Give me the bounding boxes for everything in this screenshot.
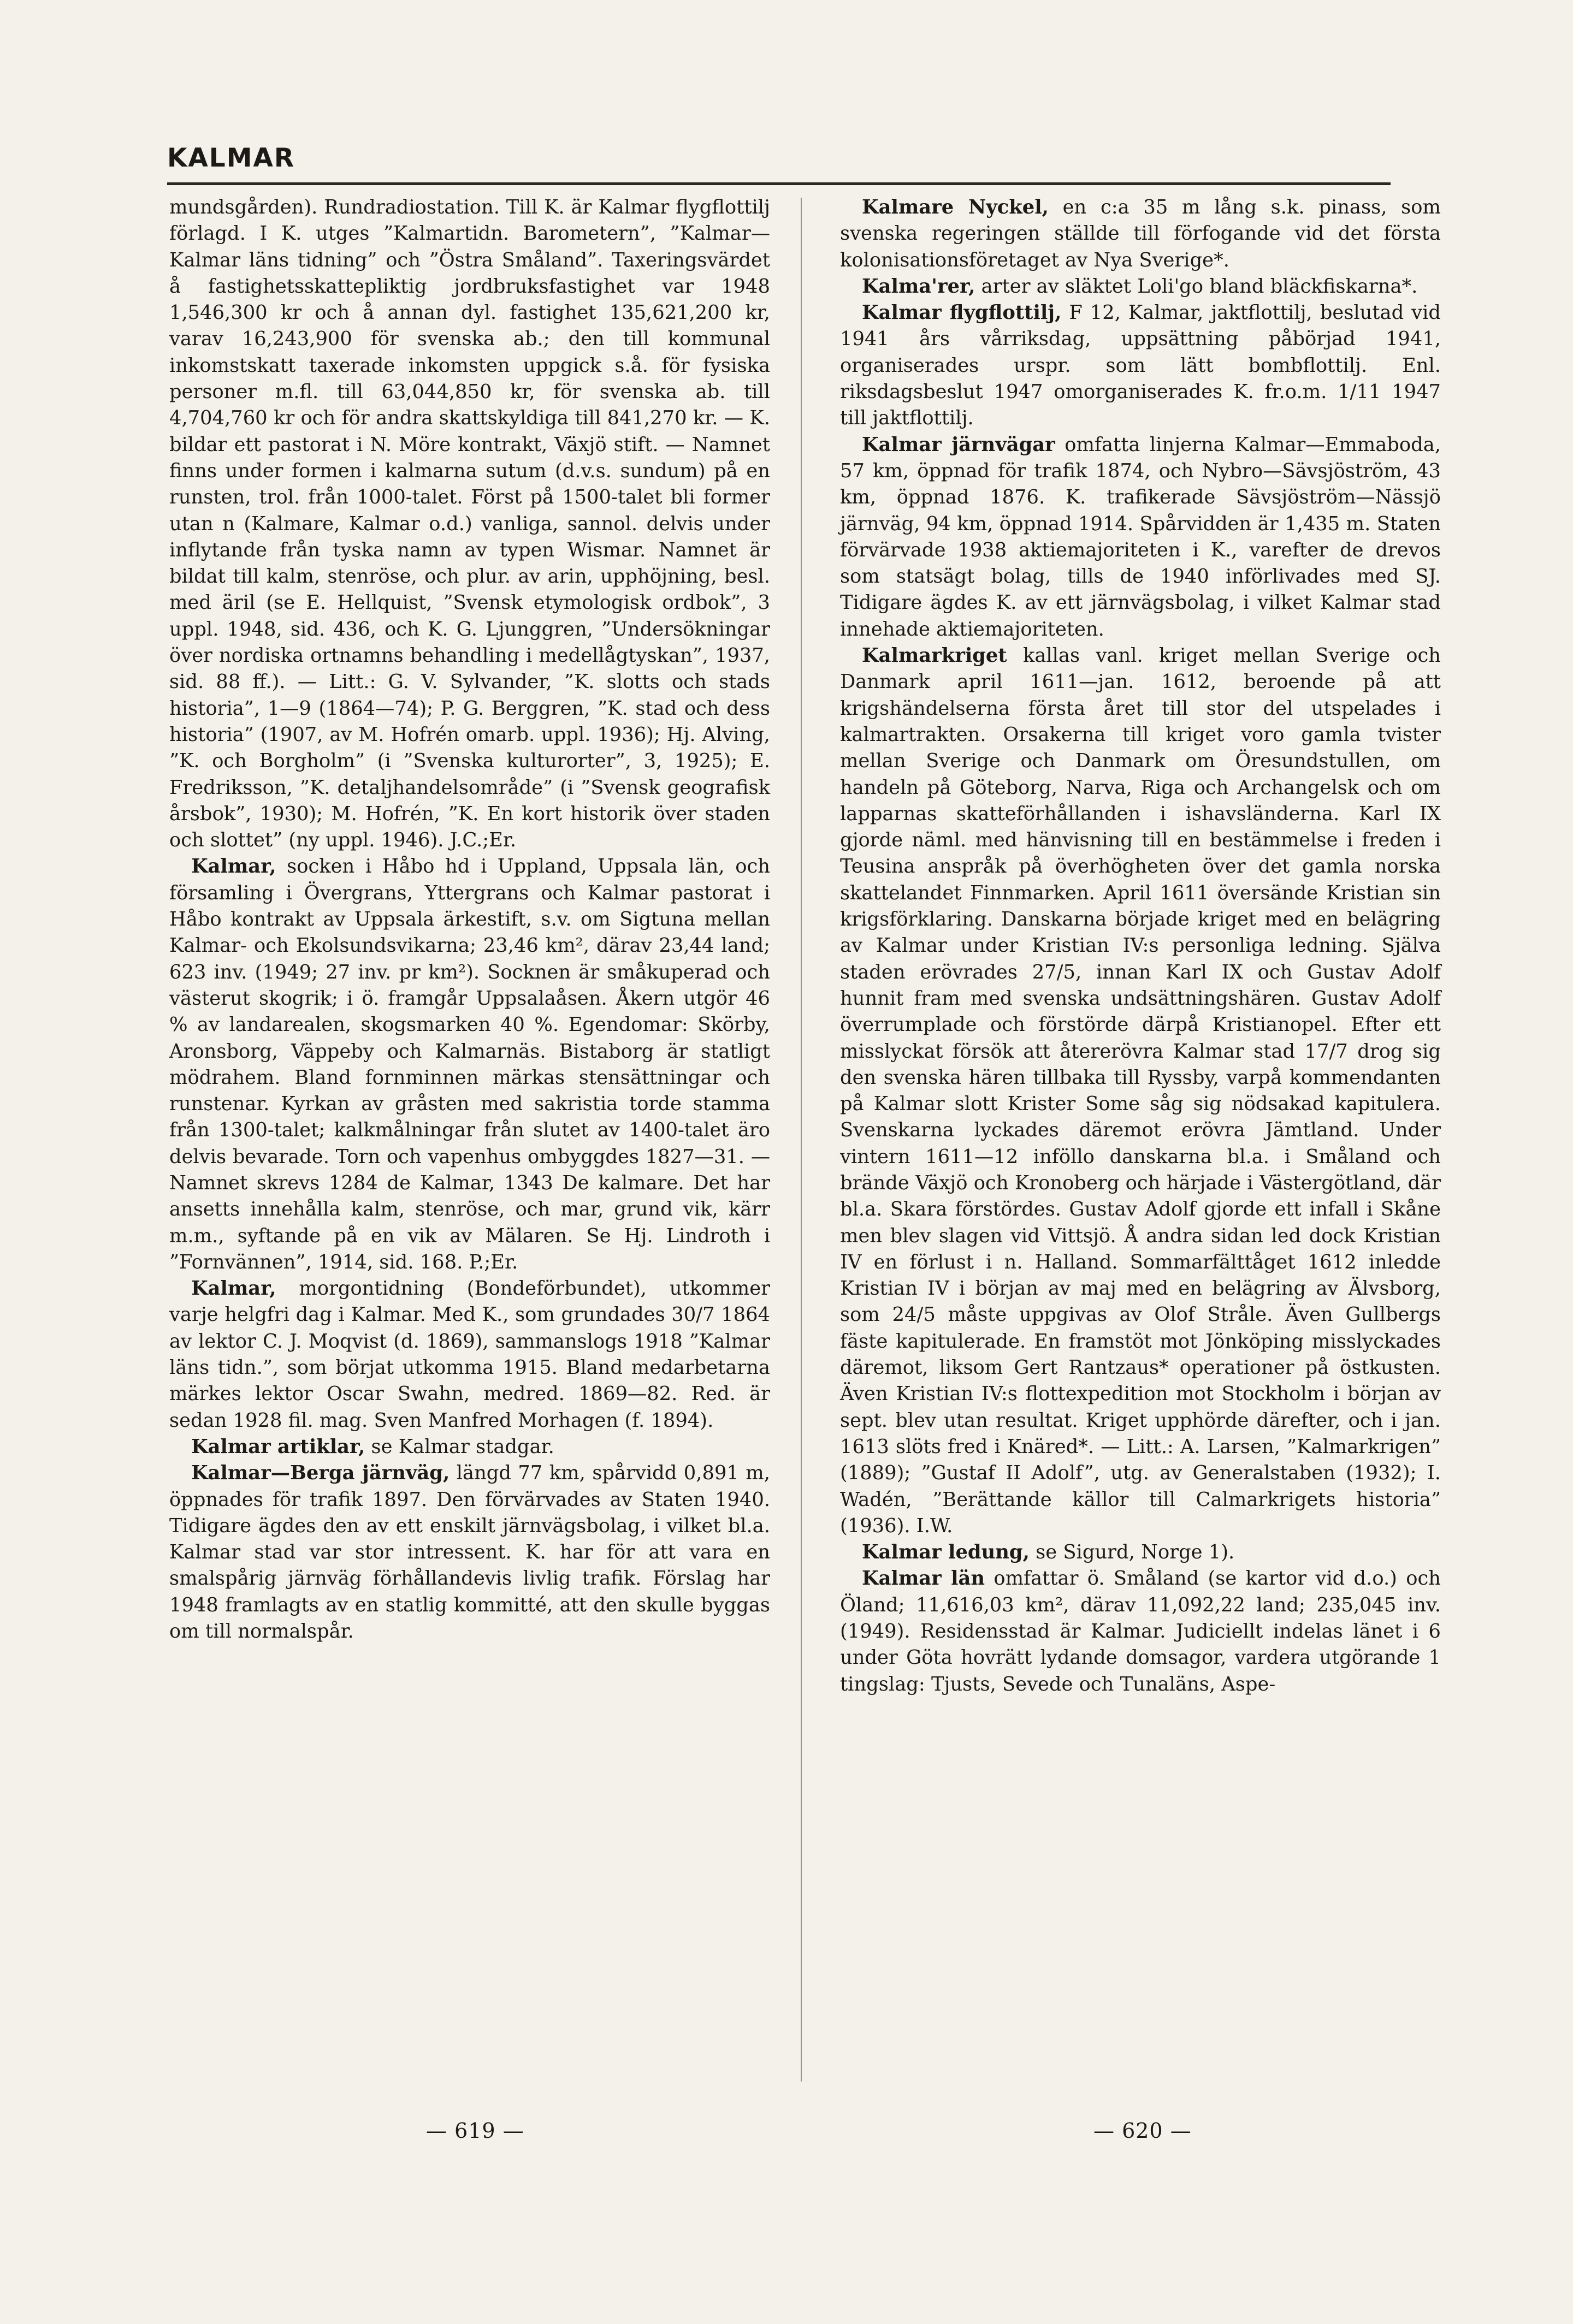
entry-text: se Sigurd, Norge 1). [1036,1541,1235,1564]
running-head: KALMAR [167,143,295,173]
entry-text: socken i Håbo hd i Uppland, Uppsala län, och församling i Övergrans, Yttergrans och Kalmar pastorat i Håbo kontrakt av Uppsala ärkestift, s.v. om Sigtuna mellan Kalmar- och Ekolsundsvikarna; 23,46 km², därav 23,44 land; 623 inv. (1949; 27 inv. pr km²). Socknen är småkuperad och västerut skogrik; i ö. framgår Uppsalaåsen. Åkern utgör 46 % av landarealen, skogsmarken 40 %. Egendomar: Skörby, Aronsborg, Väppeby och Kalmarnäs. Bistaborg är statligt mödrahem. Bland fornminnen märkas stensättningar och runstenar. Kyrkan av gråsten med sakristia torde stamma från 1300-talet; kalkmålningar från slutet av 1400-talet äro delvis bevarade. Torn och vapenhus ombyggdes 1827—31. — Namnet skrevs 1284 de Kalmar, 1343 De kalmare. Det har ansetts innehålla kalm, stenröse, och mar, grund vik, kärr m.m., syftande på en vik av Mälaren. Se Hj. Lindroth i ”Fornvännen”, 1914, sid. 168. P.;Er. [169,855,770,1273]
entry-paragraph [840,1566,1441,1697]
entry-text: se Kalmar stadgar. [371,1435,554,1458]
entry-text: en c:a 35 m lång s.k. pinass, som svenska regeringen ställde till förfogande vid det första kolonisationsföretaget av Nya Sverige*. [840,196,1441,271]
entry-text: morgontidning (Bondeförbundet), utkommer varje helgfri dag i Kalmar. Med K., som grundades 30/7 1864 av lektor C. J. Moqvist (d. 1869), sammanslogs 1918 ”Kalmar läns tidn.”, som börjat utkomma 1915. Bland medarbetarna märkes lektor Oscar Swahn, medred. 1869—82. Red. är sedan 1928 fil. mag. Sven Manfred Morhagen (f. 1894). [169,1277,770,1432]
entry-headword: Kalmar ledung, [862,1541,1030,1564]
entry-headword: Kalmarkriget [862,644,1007,667]
entry-paragraph [169,1460,770,1645]
entry-headword: Kalmar järnvägar [862,433,1055,456]
column-divider [801,198,802,2082]
left-column [169,194,770,1645]
entry-paragraph [840,194,1441,274]
entry-paragraph [840,432,1441,643]
entry-paragraph [169,194,770,853]
entry-text: kallas vanl. kriget mellan Sverige och Danmark april 1611—jan. 1612, beroende på att krigshändelserna första året till stor del utspelades i kalmartrakten. Orsakerna till kriget voro gamla tvister mellan Sverige och Danmark om Öresundstullen, om handeln på Göteborg, Narva, Riga och Archangelsk och om lapparnas skatteförhållanden i ishavsländerna. Karl IX gjorde näml. med hänvisning till en bestämmelse i freden i Teusina anspråk på överhögheten över det gamla norska skattelandet Finnmarken. April 1611 översände Kristian sin krigsförklaring. Danskarna började kriget med en belägring av Kalmar under Kristian IV:s personliga ledning. Själva staden erövrades 27/5, innan Karl IX och Gustav Adolf hunnit fram med svenska undsättningshären. Gustav Adolf överrumplade och förstörde därpå Kristianopel. Efter ett misslyckat försök att återerövra Kalmar stad 17/7 drog sig den svenska hären tillbaka till Ryssby, varpå kommendanten på Kalmar slott Krister Some såg sig nödsakad kapitulera. Svenskarna lyckades däremot erövra Jämtland. Under vintern 1611—12 inföllo danskarna bl.a. i Småland och brände Växjö och Kronoberg och härjade i Västergötland, där bl.a. Skara förstördes. Gustav Adolf gjorde ett infall i Skåne men blev slagen vid Vittsjö. Å andra sidan led dock Kristian IV en förlust i n. Halland. Sommarfälttåget 1612 inledde Kristian IV i början av maj med en belägring av Älvsborg, som 24/5 måste uppgivas av Olof Stråle. Även Gullbergs fäste kapitulerade. En framstöt mot Jönköping misslyckades däremot, liksom Gert Rantzaus* operationer på östkusten. Även Kristian IV:s flottexpedition mot Stockholm i början av sept. blev utan resultat. Kriget upphörde därefter, och i jan. 1613 slöts fred i Knäred*. — Litt.: A. Larsen, ”Kalmarkrigen” (1889); ”Gustaf II Adolf”, utg. av Generalstaben (1932); I. Wadén, ”Berättande källor till Calmarkrigets historia” (1936). I.W. [840,644,1441,1537]
entry-headword: Kalmare Nyckel, [862,196,1049,218]
page-number-right: — 620 — [1093,2119,1192,2143]
entry-text: arter av släktet Loli'go bland bläckfiskarna*. [981,275,1418,298]
entry-paragraph [169,1276,770,1434]
entry-text: omfatta linjerna Kalmar—Emmaboda, 57 km, öppnad för trafik 1874, och Nybro—Sävsjöström, 43 km, öppnad 1876. K. trafikerade Sävsjöström—Nässjö järnväg, 94 km, öppnad 1914. Spårvidden är 1,435 m. Staten förvärvade 1938 aktiemajoriteten i K., varefter de drevos som statsägt bolag, tills de 1940 införlivades med SJ. Tidigare ägdes K. av ett järnvägsbolag, i vilket Kalmar stad innehade aktiemajoriteten. [840,433,1441,641]
entry-paragraph [840,274,1441,300]
entry-headword: Kalmar artiklar, [191,1435,365,1458]
right-column [840,194,1441,1698]
entry-headword: Kalmar flygflottilj, [862,301,1062,324]
entry-headword: Kalmar—Berga järnväg, [191,1462,450,1485]
entry-paragraph [840,300,1441,431]
header-rule [167,182,1391,185]
entry-headword: Kalmar, [191,855,276,878]
entry-text: mundsgården). Rundradiostation. Till K. är Kalmar flygflottilj förlagd. I K. utges ”Kalmartidn. Barometern”, ”Kalmar—Kalmar läns tidning” och ”Östra Småland”. Taxeringsvärdet å fastighetsskattepliktig jordbruksfastighet var 1948 1,546,300 kr och å annan dyl. fastighet 135,621,200 kr, varav 16,243,900 för svenska ab.; den till kommunal inkomstskatt taxerade inkomsten uppgick s.å. för fysiska personer m.fl. till 63,044,850 kr, för svenska ab. till 4,704,760 kr och för andra skattskyldiga till 841,270 kr. — K. bildar ett pastorat i N. Möre kontrakt, Växjö stift. — Namnet finns under formen i kalmarna sutum (d.v.s. sundum) på en runsten, trol. från 1000-talet. Först på 1500-talet bli former utan n (Kalmare, Kalmar o.d.) vanliga, sannol. delvis under inflytande från tyska namn av typen Wismar. Namnet är bildat till kalm, stenröse, och plur. av arin, upphöjning, besl. med äril (se E. Hellquist, ”Svensk etymologisk ordbok”, 3 uppl. 1948, sid. 436, och K. G. Ljunggren, ”Undersökningar över nordiska ortnamns behandling i medellågtyskan”, 1937, sid. 88 ff.). — Litt.: G. V. Sylvander, ”K. slotts och stads historia”, 1—9 (1864—74); P. G. Berggren, ”K. stad och dess historia” (1907, av M. Hofrén omarb. uppl. 1936); Hj. Alving, ”K. och Borgholm” (i ”Svenska kulturorter”, 3, 1925); E. Fredriksson, ”K. detaljhandelsområde” (i ”Svensk geografisk årsbok”, 1930); M. Hofrén, ”K. En kort historik över staden och slottet” (ny uppl. 1946). J.C.;Er. [169,196,770,852]
entry-text: längd 77 km, spårvidd 0,891 m, öppnades för trafik 1897. Den förvärvades av Staten 1940. Tidigare ägdes den av ett enskilt järnvägsbolag, i vilket bl.a. Kalmar stad var stor intressent. K. har för att vara en smalspårig järnväg förhållandevis livlig trafik. Förslag har 1948 framlagts av en statlig kommitté, att den skulle byggas om till normalspår. [169,1462,770,1643]
entry-paragraph [169,853,770,1276]
entry-text: omfattar ö. Småland (se kartor vid d.o.) och Öland; 11,616,03 km², därav 11,092,22 land; 235,045 inv. (1949). Residensstad är Kalmar. Judiciellt indelas länet i 6 under Göta hovrätt lydande domsagor, vardera utgörande 1 tingslag: Tjusts, Sevede och Tunaläns, Aspe- [840,1567,1441,1695]
entry-paragraph [840,643,1441,1539]
entry-paragraph [169,1434,770,1460]
entry-headword: Kalmar, [191,1277,276,1300]
entry-headword: Kalma'rer, [862,275,975,298]
entry-paragraph [840,1539,1441,1566]
page-number-left: — 619 — [426,2119,524,2143]
entry-text: F 12, Kalmar, jaktflottilj, beslutad vid 1941 års vårriksdag, uppsättning påbörjad 1941, organiserades urspr. som lätt bombflottilj. Enl. riksdagsbeslut 1947 omorganiserades K. fr.o.m. 1/11 1947 till jaktflottilj. [840,301,1441,430]
entry-headword: Kalmar län [862,1567,985,1590]
